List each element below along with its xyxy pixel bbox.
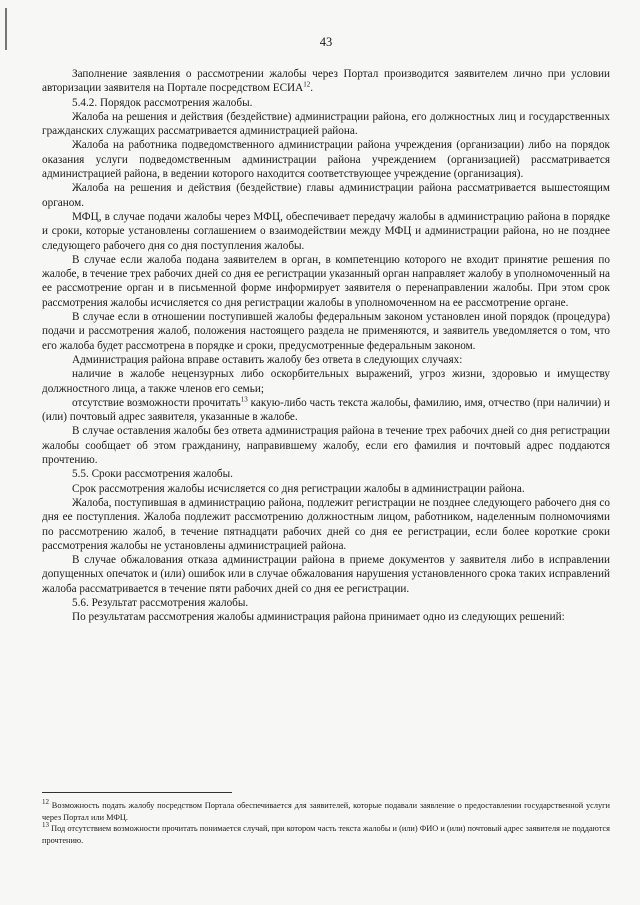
paragraph: отсутствие возможности прочитать$^{13}$ какую-либо часть текста жалобы, фамилию, имя, отчество (при наличии) и (или) почтовый адрес заявителя, указанные в жалобе. [42, 395, 611, 424]
footnote-divider [42, 792, 232, 793]
paragraph: По результатам рассмотрения жалобы администрация района принимает одно из следующих решений: [72, 611, 565, 624]
section-heading: 5.6. Результат рассмотрения жалобы. [72, 596, 249, 609]
footnotes [42, 800, 610, 846]
paragraph: Срок рассмотрения жалобы исчисляется со дня регистрации жалобы в администрации района. [72, 482, 525, 495]
footnote: $^{13}$ Под отсутствием возможности прочитать понимается случай, при котором часть текста жалобы и (или) ФИО и (или) почтовый адрес заявителя не поддаются прочтению. [42, 821, 610, 845]
footnote-ref: 13 [240, 395, 248, 404]
paragraph: МФЦ, в случае подачи жалобы через МФЦ, обеспечивает передачу жалобы в администрацию района в порядке и сроки, которые установлены соглашением о взаимодействии между МФЦ и администрации района, но не позднее следующего рабочего дня со дня поступления жалобы. [42, 210, 610, 252]
paragraph: В случае если жалоба подана заявителем в орган, в компетенцию которого не входит принятие решения по жалобе, в течение трех рабочих дней со дня ее регистрации указанный орган направляет жалобу в уполномоченный на ее рассмотрение орган и в письменной форме информирует заявителя о перенаправлении жалобы. При этом срок рассмотрения жалобы исчисляется со дня регистрации жалобы в уполномоченном на ее рассмотрение органе. [42, 253, 610, 309]
scan-margin-mark [5, 8, 7, 50]
body-text [42, 67, 610, 625]
paragraph: В случае если в отношении поступившей жалобы федеральным законом установлен иной порядок (процедура) подачи и рассмотрения жалоб, положения настоящего раздела не применяются, и заявитель уведомляется о том, что его жалоба будет рассмотрена в порядке и сроки, предусмотренные федеральным законом. [42, 311, 610, 352]
paragraph: Заполнение заявления о рассмотрении жалобы через Портал производится заявителем лично при условии авторизации заявителя на Портале посредством ЕСИА$^{12}$. [42, 68, 610, 95]
footnote-mark: 12 [42, 798, 49, 807]
section-heading: 5.5. Сроки рассмотрения жалобы. [72, 468, 233, 481]
paragraph: Администрация района вправе оставить жалобу без ответа в следующих случаях: [72, 353, 463, 366]
paragraph: В случае оставления жалобы без ответа администрация района в течение трех рабочих дней со дня регистрации жалобы сообщает об этом гражданину, направившему жалобу, если его фамилия и почтовый адрес поддаются прочтению. [42, 425, 610, 467]
paragraph: наличие в жалобе нецензурных либо оскорбительных выражений, угроз жизни, здоровью и имуществу должностного лица, а также членов его семьи; [42, 368, 610, 395]
footnote: $^{12}$ Возможность подать жалобу посредством Портала обеспечивается для заявителей, которые подавали заявление о предоставлении государственной услуги через Портал или МФЦ. [42, 798, 610, 822]
paragraph: Жалоба, поступившая в администрацию района, подлежит регистрации не позднее следующего рабочего дня со дня ее поступления. Жалоба подлежит рассмотрению должностным лицом, работником, наделенным полномочиями по рассмотрению жалоб, в течение пятнадцати рабочих дней со дня ее регистрации, если более короткие сроки рассмотрения жалобы не установлены администрацией района. [42, 496, 610, 552]
footnote-ref: 12 [303, 80, 311, 89]
page-number: 43 [319, 35, 333, 49]
section-heading: 5.4.2. Порядок рассмотрения жалобы. [72, 96, 253, 109]
footnote-mark: 13 [42, 821, 49, 830]
paragraph: Жалоба на решения и действия (бездействие) главы администрации района рассматривается вышестоящим органом. [42, 182, 610, 209]
paragraph: Жалоба на работника подведомственного администрации района учреждения (организации) либо на порядок оказания услуги подведомственным администрации района учреждением (организацией) рассматривается администрацией района, в ведении которого находится соответствующее учреждение (организация). [42, 139, 610, 181]
paragraph: В случае обжалования отказа администрации района в приеме документов у заявителя либо в исправлении допущенных опечаток и (или) ошибок или в случае обжалования нарушения установленного срока таких исправлений жалоба рассматривается в течение пяти рабочих дней со дня ее регистрации. [42, 554, 610, 595]
paragraph: Жалоба на решения и действия (бездействие) администрации района, его должностных лиц и государственных гражданских служащих рассматривается администрацией района. [42, 110, 610, 138]
